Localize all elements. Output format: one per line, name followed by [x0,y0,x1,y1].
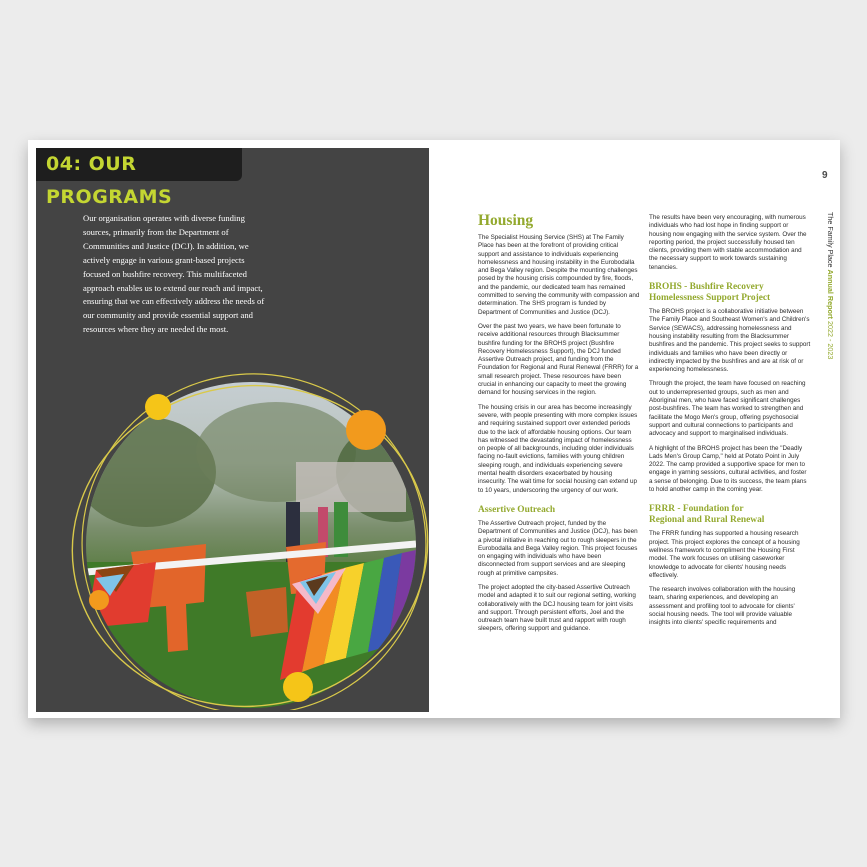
yellow-dot-top [145,394,171,420]
section-title: 04: OUR PROGRAMS [36,148,242,181]
running-head-text [826,212,835,359]
brohs-paragraph: The BROHS project is a collaborative initiative between The Family Place and Southeast Women's and Children's Service (SEWACS), addressing homelessness and housing instability resulting from the Blacksummer bushfires and the pandemic. This project seeks to support individuals and families who have been directly or indirectly impacted by the bushfires and are at risk of or experiencing homelessness. [649,308,811,374]
column-right [649,214,811,634]
outreach-paragraph: The Assertive Outreach project, funded by the Department of Communities and Justice (DCJ), has been a pivotal initiative in reaching out to rough sleepers in the Eurobodalla and Bega Valley region. This project focuses on engaging with individuals who have been disconnected from support services and are sleeping rough at primitive campsites. [478,519,638,577]
column-left [478,212,640,640]
frrr-paragraph: The FRRR funding has supported a housing research project. This project explores the concept of a housing wellness framework to compliment the Housing First model. The work focuses on utilising caseworker knowledge to advocate for clients' housing needs effectively. [649,530,800,579]
running-head-report: Annual Report [826,269,835,320]
housing-paragraph: Over the past two years, we have been fortunate to receive additional resources through Blacksummer bushfire funding for the BROHS project (Bushfire Recovery Homelessness Support), the DCJ funded Assertive Outreach project, and funding from the Foundation for Regional and Rural Renewal (FRRR) for a small research project. These resources have been crucial in enhancing our capacity to meet the growing demand for housing services in the region. [478,322,639,397]
frrr-heading [649,504,811,526]
brohs-paragraph: Through the project, the team have focused on reaching out to underrepresented groups, such as men and Aboriginal men, who have faced significant challenges post-bushfires. The team has worked to strengthen and facilitate the Mogo Men's group, offering psychosocial support and cultural connections to participants and advocacy and support to marginalised individuals. [649,380,806,438]
running-head [826,212,840,362]
decorative-rings [60,360,440,710]
running-head-org: The Family Place [826,212,835,268]
brohs-paragraph: A highlight of the BROHS project has been the "Deadly Lads Men's Group Camp," held at Potato Point in July 2022. The camp provided a supportive space for men to engage in yarning sessions, cultural activities, and foster a sense of belonging. Due to its success, the team plans to hold another camp in the coming year. [649,444,807,494]
intro-paragraph: Our organisation operates with diverse funding sources, primarily from the Department of Communities and Justice (DCJ). In addition, we actively engage in various grant-based projects focused on bushfire recovery. This multifaceted approach enables us to extend our reach and impact, ensuring that we can effectively address the needs of our community and provide essential support and resources where they are needed the most. [83,213,265,335]
running-head-years: 2022 - 2023 [826,321,835,360]
frrr-paragraph: The research involves collaboration with the housing team, sharing experiences, and developing an assessment and profiling tool to advocate for clients' social housing needs. The tool will provide valuable insights into clients' specific requirements and [649,586,796,627]
brohs-heading-line2: Homelessness Support Project [649,293,771,304]
page-number: 9 [822,170,828,181]
assertive-outreach-heading: Assertive Outreach [478,504,556,515]
housing-paragraph: The Specialist Housing Service (SHS) at The Family Place has been at the forefront of providing critical support and assistance to individuals experiencing homelessness and housing instability in the Eurobodalla and Bega Valley region. Despite the mounting challenges posed by the housing crisis compounded by fire, floods, and the pandemic, our dedicated team has remained committed to serving the community with compassion and determination. The SHS program is funded by Department of Communities and Justice (DCJ). [478,234,640,316]
outreach-paragraph: The project adopted the city-based Assertive Outreach model and adapted it to suit our regional setting, working collaboratively with the DCJ housing team for joint visits and support. Through persistent efforts, Joel and the outreach team have built trust and rapport with rough sleepers, offering support and guidance. [478,583,636,633]
housing-heading: Housing [478,212,534,229]
frrr-heading-line2: Regional and Rural Renewal [649,515,765,526]
orange-dot-left [89,590,109,610]
brohs-heading [649,282,811,304]
yellow-dot-bottom [283,672,313,702]
outreach-results-paragraph: The results have been very encouraging, with numerous individuals who had lost hope in finding support or housing now engaging with the service system. Over the reporting period, the project successfully housed ten clients, providing them with stable accommodation and the necessary support to work towards sustaining tenancies. [649,214,807,271]
orange-dot-right [346,410,386,450]
housing-paragraph: The housing crisis in our area has become increasingly severe, with people presenting with more complex issues and requiring sustained support over extended periods due to the lack of affordable housing options. Our team has witnessed the devastating impact of homelessness on people of all backgrounds, including older individuals facing no-fault evictions, families with young children sleeping rough, and individuals experiencing severe mental health disorders exacerbated by housing insecurity. The wait time for social housing can extend up to 10 years, underscoring the urgency of our work. [478,403,638,494]
frrr-heading-line1: FRRR - Foundation for [649,504,744,515]
photo-group [60,360,440,710]
brohs-heading-line1: BROHS - Bushfire Recovery [649,282,764,293]
